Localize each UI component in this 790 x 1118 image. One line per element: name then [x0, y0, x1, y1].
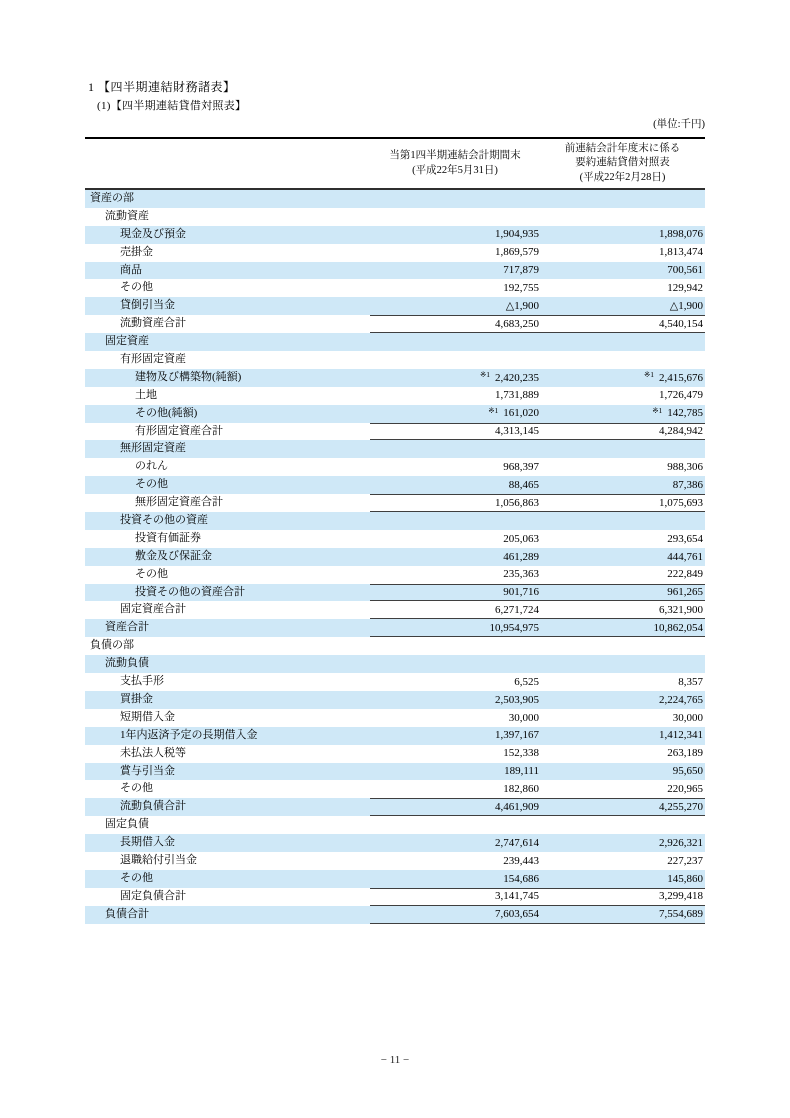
- amount: 461,289: [503, 550, 539, 563]
- row-values: [370, 619, 705, 637]
- balance-sheet-table: [85, 137, 705, 924]
- value-previous-period: [540, 691, 705, 709]
- row-label: 固定負債: [105, 818, 149, 831]
- amount: 3,299,418: [659, 890, 703, 903]
- value-current-period: [370, 190, 540, 208]
- value-previous-period: [540, 279, 705, 297]
- value-current-period: [370, 673, 540, 691]
- value-current-period: [370, 476, 540, 494]
- table-row: [85, 798, 705, 816]
- row-values: [370, 405, 705, 423]
- note-reference: ※1: [488, 405, 499, 415]
- value-previous-period: [540, 637, 705, 655]
- row-label: 無形固定資産: [120, 442, 186, 455]
- row-label: 無形固定資産合計: [135, 496, 223, 509]
- amount: 95,650: [672, 765, 703, 778]
- row-label: 有形固定資産合計: [135, 424, 223, 437]
- amount: 6,321,900: [659, 603, 703, 616]
- amount: 6,525: [514, 675, 539, 688]
- amount: 161,020: [503, 407, 539, 420]
- value-current-period: [370, 727, 540, 745]
- row-values: [370, 476, 705, 494]
- amount: 8,357: [678, 675, 703, 688]
- value-current-period: [370, 745, 540, 763]
- value-current-period: [370, 709, 540, 727]
- row-values: [370, 440, 705, 458]
- header-previous-period-line1: 前連結会計年度末に係る: [564, 142, 681, 154]
- row-label: 土地: [135, 388, 157, 401]
- table-row: [85, 494, 705, 512]
- amount: 1,869,579: [495, 246, 539, 259]
- table-row: [85, 548, 705, 566]
- value-previous-period: [540, 530, 705, 548]
- row-label: その他: [120, 782, 153, 795]
- table-row: [85, 190, 705, 208]
- amount: 182,860: [503, 783, 539, 796]
- amount: 4,284,942: [659, 425, 703, 438]
- value-current-period: [370, 763, 540, 781]
- value-previous-period: [540, 566, 705, 584]
- row-values: [370, 351, 705, 369]
- row-label: 投資その他の資産: [120, 514, 208, 527]
- value-previous-period: [540, 834, 705, 852]
- amount: 7,603,654: [495, 907, 539, 920]
- amount: 4,683,250: [495, 317, 539, 330]
- row-label: 流動資産合計: [120, 317, 186, 330]
- value-previous-period: [540, 369, 705, 387]
- row-label: 買掛金: [120, 692, 153, 705]
- value-previous-period: [540, 333, 705, 351]
- header-current-period-line1: 当第1四半期連結会計期間末: [389, 150, 521, 161]
- value-current-period: [370, 780, 540, 798]
- value-current-period: [370, 424, 540, 440]
- section-title: 1 【四半期連結財務諸表】: [88, 80, 236, 94]
- amount: 235,363: [503, 568, 539, 581]
- value-previous-period: [540, 745, 705, 763]
- row-label: 負債合計: [105, 907, 149, 920]
- row-values: [370, 870, 705, 888]
- row-values: [370, 906, 705, 924]
- row-values: [370, 548, 705, 566]
- amount: 6,271,724: [495, 603, 539, 616]
- amount: 988,306: [667, 461, 703, 474]
- row-values: [370, 208, 705, 226]
- row-values: [370, 673, 705, 691]
- table-row: [85, 423, 705, 441]
- row-values: [370, 727, 705, 745]
- row-label: 固定資産: [105, 335, 149, 348]
- row-values: [370, 262, 705, 280]
- value-previous-period: [540, 424, 705, 440]
- row-label: 固定負債合計: [120, 889, 186, 902]
- amount: 7,554,689: [659, 907, 703, 920]
- table-row: [85, 709, 705, 727]
- amount: 2,503,905: [495, 693, 539, 706]
- value-current-period: [370, 619, 540, 636]
- row-values: [370, 709, 705, 727]
- value-previous-period: [540, 548, 705, 566]
- page-number: − 11 −: [380, 1054, 410, 1066]
- header-previous-period-line3: (平成22年2月28日): [579, 171, 666, 183]
- table-row: [85, 619, 705, 637]
- table-row: [85, 458, 705, 476]
- row-label: 現金及び預金: [120, 227, 186, 240]
- row-label: 投資有価証券: [135, 531, 201, 544]
- value-previous-period: [540, 655, 705, 673]
- table-row: [85, 530, 705, 548]
- amount: 145,860: [667, 872, 703, 885]
- amount: 1,898,076: [659, 228, 703, 241]
- row-values: [370, 494, 705, 512]
- amount: 444,761: [667, 550, 703, 563]
- amount: 1,397,167: [495, 729, 539, 742]
- value-current-period: [370, 585, 540, 601]
- value-previous-period: [540, 476, 705, 494]
- table-row: [85, 870, 705, 888]
- table-header: [85, 137, 705, 190]
- table-body: [85, 190, 705, 924]
- table-row: [85, 387, 705, 405]
- note-reference: ※1: [652, 405, 663, 415]
- value-current-period: [370, 852, 540, 870]
- value-previous-period: [540, 709, 705, 727]
- table-row: [85, 655, 705, 673]
- value-previous-period: [540, 226, 705, 244]
- value-current-period: [370, 458, 540, 476]
- value-current-period: [370, 889, 540, 905]
- amount: 10,862,054: [653, 621, 703, 634]
- value-current-period: [370, 244, 540, 262]
- row-values: [370, 763, 705, 781]
- amount: 152,338: [503, 747, 539, 760]
- value-previous-period: [540, 458, 705, 476]
- table-row: [85, 333, 705, 351]
- note-reference: ※1: [643, 369, 654, 379]
- row-values: [370, 297, 705, 315]
- table-row: [85, 584, 705, 602]
- row-label: 流動負債合計: [120, 800, 186, 813]
- row-label: 賞与引当金: [120, 764, 175, 777]
- row-values: [370, 244, 705, 262]
- value-current-period: [370, 530, 540, 548]
- header-previous-period-line2: 要約連結貸借対照表: [575, 157, 670, 169]
- value-previous-period: [540, 585, 705, 601]
- amount: 717,879: [503, 264, 539, 277]
- row-values: [370, 387, 705, 405]
- row-values: [370, 637, 705, 655]
- row-values: [370, 512, 705, 530]
- value-previous-period: [540, 673, 705, 691]
- row-values: [370, 369, 705, 387]
- row-label: 未払法人税等: [120, 746, 186, 759]
- header-previous-period: [540, 142, 705, 186]
- amount: 293,654: [667, 532, 703, 545]
- table-row: [85, 476, 705, 494]
- amount: 1,056,863: [495, 496, 539, 509]
- table-row: [85, 315, 705, 333]
- amount: 189,111: [504, 765, 539, 778]
- table-row: [85, 262, 705, 280]
- amount: 1,075,693: [659, 496, 703, 509]
- amount: 4,540,154: [659, 317, 703, 330]
- table-row: [85, 834, 705, 852]
- row-label: 投資その他の資産合計: [135, 585, 245, 598]
- row-values: [370, 780, 705, 798]
- value-current-period: [370, 601, 540, 618]
- value-current-period: [370, 316, 540, 332]
- value-current-period: [370, 637, 540, 655]
- value-current-period: [370, 816, 540, 834]
- row-label: 資産の部: [90, 192, 134, 204]
- value-previous-period: [540, 244, 705, 262]
- row-label: その他: [135, 567, 168, 580]
- value-previous-period: [540, 405, 705, 423]
- amount: 700,561: [667, 264, 703, 277]
- header-current-period-line2: (平成22年5月31日): [412, 164, 498, 176]
- row-label: 1年内返済予定の長期借入金: [120, 728, 258, 741]
- value-previous-period: [540, 512, 705, 530]
- row-values: [370, 458, 705, 476]
- table-row: [85, 208, 705, 226]
- table-row: [85, 816, 705, 834]
- row-label: その他: [120, 281, 153, 294]
- value-current-period: [370, 208, 540, 226]
- row-label: 短期借入金: [120, 710, 175, 723]
- amount: 901,716: [503, 586, 539, 599]
- amount: 129,942: [667, 282, 703, 295]
- table-row: [85, 673, 705, 691]
- value-current-period: [370, 405, 540, 423]
- row-values: [370, 566, 705, 584]
- row-values: [370, 315, 705, 333]
- amount: 222,849: [667, 568, 703, 581]
- amount: 239,443: [503, 854, 539, 867]
- amount: 88,465: [508, 478, 539, 491]
- value-previous-period: [540, 852, 705, 870]
- amount: 1,731,889: [495, 389, 539, 402]
- table-row: [85, 566, 705, 584]
- row-label: 退職給付引当金: [120, 853, 197, 866]
- amount: 10,954,975: [489, 621, 539, 634]
- value-previous-period: [540, 440, 705, 458]
- value-previous-period: [540, 351, 705, 369]
- value-previous-period: [540, 799, 705, 815]
- unit-note: (単位:千円): [653, 119, 705, 130]
- amount: 1,904,935: [495, 228, 539, 241]
- row-values: [370, 530, 705, 548]
- table-row: [85, 512, 705, 530]
- row-label: 建物及び構築物(純額): [135, 370, 242, 383]
- value-current-period: [370, 226, 540, 244]
- amount: 4,313,145: [495, 425, 539, 438]
- value-current-period: [370, 691, 540, 709]
- value-current-period: [370, 655, 540, 673]
- table-row: [85, 745, 705, 763]
- table-row: [85, 297, 705, 315]
- table-row: [85, 906, 705, 924]
- row-label: 商品: [120, 263, 142, 276]
- value-current-period: [370, 799, 540, 815]
- row-values: [370, 816, 705, 834]
- table-row: [85, 369, 705, 387]
- value-previous-period: [540, 780, 705, 798]
- row-label: 敷金及び保証金: [135, 549, 212, 562]
- value-previous-period: [540, 763, 705, 781]
- table-row: [85, 440, 705, 458]
- amount: 205,063: [503, 532, 539, 545]
- row-values: [370, 888, 705, 906]
- table-row: [85, 351, 705, 369]
- amount: △1,900: [669, 300, 703, 313]
- row-values: [370, 226, 705, 244]
- value-current-period: [370, 906, 540, 923]
- row-label: その他: [120, 871, 153, 884]
- value-previous-period: [540, 619, 705, 636]
- amount: 1,412,341: [659, 729, 703, 742]
- row-label: 支払手形: [120, 675, 164, 688]
- value-previous-period: [540, 870, 705, 888]
- table-row: [85, 763, 705, 781]
- row-values: [370, 798, 705, 816]
- amount: 2,420,235: [495, 371, 539, 384]
- table-row: [85, 780, 705, 798]
- amount: 142,785: [667, 407, 703, 420]
- header-current-period: [370, 149, 540, 178]
- value-previous-period: [540, 727, 705, 745]
- row-values: [370, 279, 705, 297]
- note-reference: ※1: [479, 369, 490, 379]
- amount: 30,000: [672, 711, 703, 724]
- value-current-period: [370, 262, 540, 280]
- amount: 263,189: [667, 747, 703, 760]
- amount: 30,000: [508, 711, 539, 724]
- row-values: [370, 691, 705, 709]
- value-previous-period: [540, 816, 705, 834]
- row-values: [370, 190, 705, 208]
- value-current-period: [370, 548, 540, 566]
- value-previous-period: [540, 297, 705, 315]
- value-current-period: [370, 369, 540, 387]
- table-row: [85, 601, 705, 619]
- value-previous-period: [540, 208, 705, 226]
- row-label: 長期借入金: [120, 836, 175, 849]
- value-current-period: [370, 834, 540, 852]
- amount: 968,397: [503, 461, 539, 474]
- value-current-period: [370, 387, 540, 405]
- amount: 154,686: [503, 872, 539, 885]
- row-values: [370, 745, 705, 763]
- amount: 192,755: [503, 282, 539, 295]
- amount: 87,386: [672, 478, 703, 491]
- table-row: [85, 691, 705, 709]
- row-values: [370, 834, 705, 852]
- row-values: [370, 601, 705, 619]
- row-label: 固定資産合計: [120, 603, 186, 616]
- value-current-period: [370, 495, 540, 511]
- row-label: 流動資産: [105, 209, 149, 222]
- amount: △1,900: [505, 300, 539, 313]
- amount: 227,237: [667, 854, 703, 867]
- amount: 1,726,479: [659, 389, 703, 402]
- amount: 3,141,745: [495, 890, 539, 903]
- value-current-period: [370, 566, 540, 584]
- amount: 220,965: [667, 783, 703, 796]
- value-previous-period: [540, 889, 705, 905]
- row-label: のれん: [135, 460, 168, 473]
- amount: 2,926,321: [659, 836, 703, 849]
- row-values: [370, 852, 705, 870]
- table-row: [85, 888, 705, 906]
- row-values: [370, 333, 705, 351]
- value-current-period: [370, 297, 540, 315]
- table-row: [85, 637, 705, 655]
- amount: 961,265: [667, 586, 703, 599]
- row-values: [370, 655, 705, 673]
- table-row: [85, 279, 705, 297]
- table-row: [85, 405, 705, 423]
- row-values: [370, 423, 705, 441]
- row-values: [370, 584, 705, 602]
- table-row: [85, 727, 705, 745]
- amount: 4,255,270: [659, 800, 703, 813]
- value-previous-period: [540, 316, 705, 332]
- value-previous-period: [540, 262, 705, 280]
- value-current-period: [370, 351, 540, 369]
- value-previous-period: [540, 601, 705, 618]
- row-label: その他(純額): [135, 406, 198, 419]
- amount: 2,415,676: [659, 371, 703, 384]
- row-label: 資産合計: [105, 621, 149, 634]
- value-previous-period: [540, 387, 705, 405]
- value-previous-period: [540, 906, 705, 923]
- amount: 1,813,474: [659, 246, 703, 259]
- table-row: [85, 852, 705, 870]
- row-label: 売掛金: [120, 245, 153, 258]
- value-current-period: [370, 870, 540, 888]
- amount: 2,747,614: [495, 836, 539, 849]
- subsection-title: (1)【四半期連結貸借対照表】: [97, 100, 247, 112]
- row-label: 負債の部: [90, 639, 134, 652]
- row-label: 有形固定資産: [120, 353, 186, 366]
- amount: 4,461,909: [495, 800, 539, 813]
- value-previous-period: [540, 190, 705, 208]
- row-label: 貸倒引当金: [120, 299, 175, 312]
- row-label: その他: [135, 478, 168, 491]
- value-current-period: [370, 440, 540, 458]
- value-previous-period: [540, 495, 705, 511]
- row-label: 流動負債: [105, 657, 149, 670]
- value-current-period: [370, 279, 540, 297]
- table-row: [85, 244, 705, 262]
- page-content: [85, 80, 705, 924]
- table-row: [85, 226, 705, 244]
- value-current-period: [370, 333, 540, 351]
- amount: 2,224,765: [659, 693, 703, 706]
- value-current-period: [370, 512, 540, 530]
